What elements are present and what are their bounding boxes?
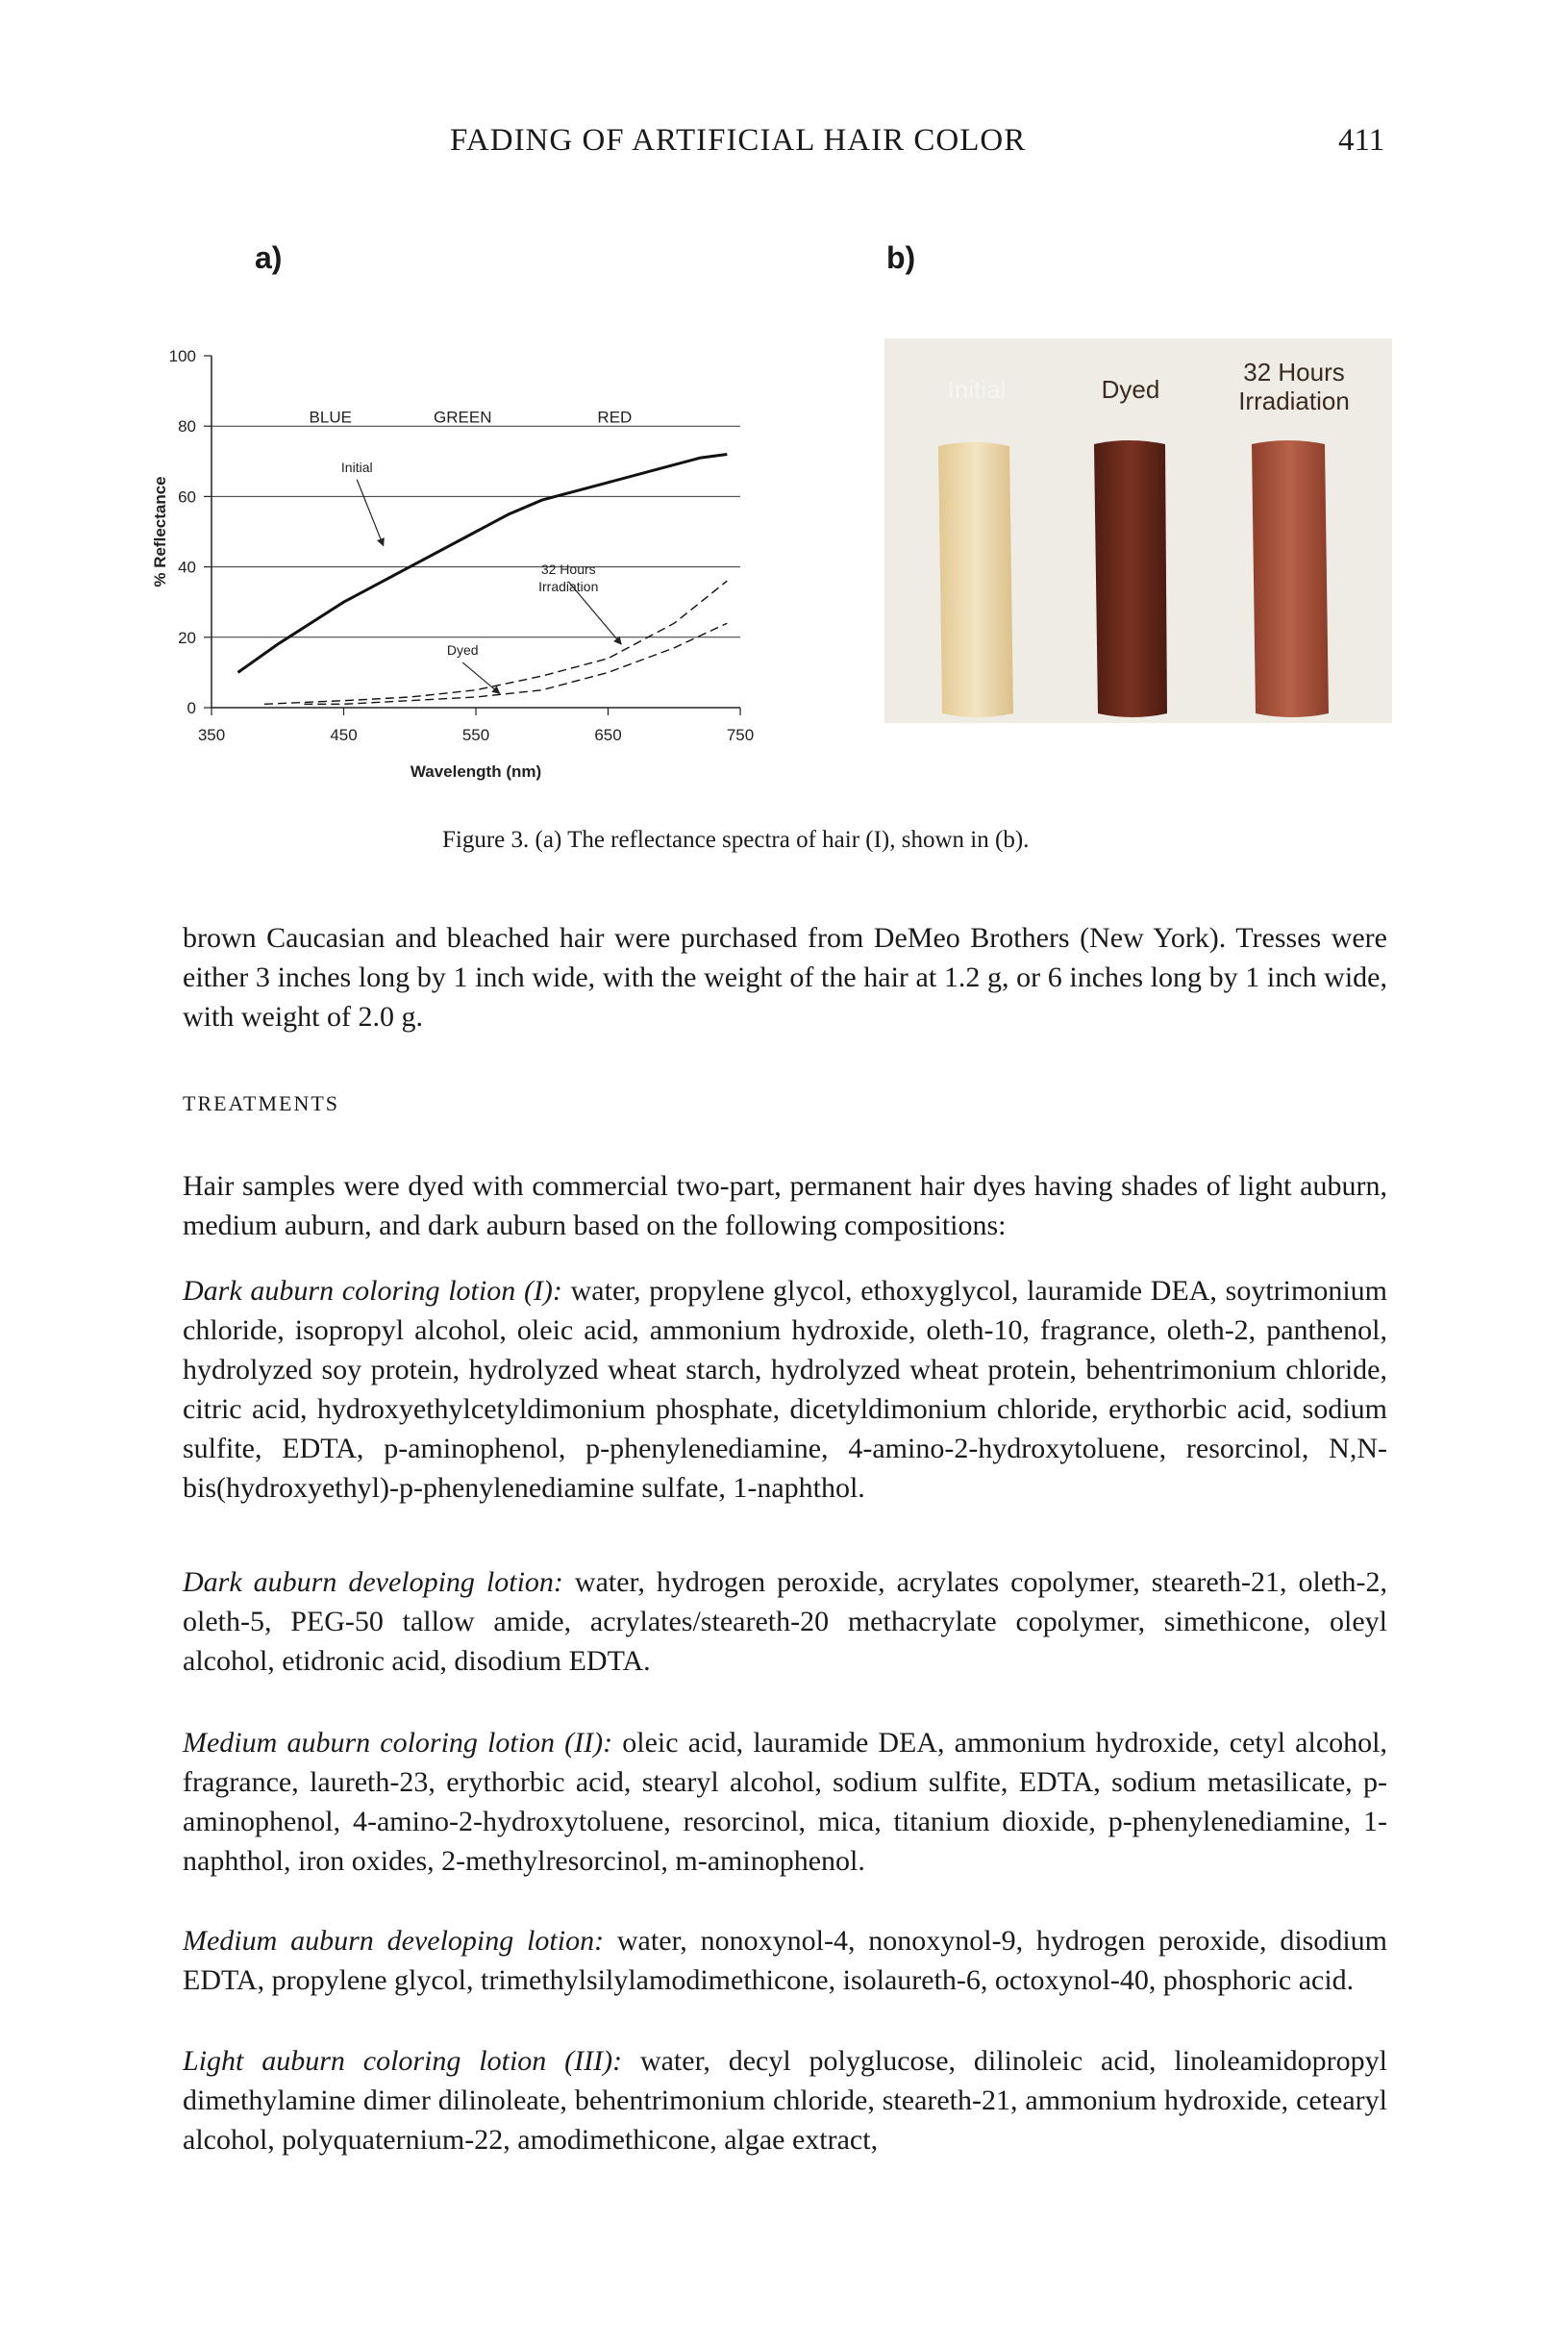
- annotation-label: Irradiation: [538, 579, 599, 595]
- y-tick-label: 20: [178, 628, 196, 647]
- band-label: RED: [597, 408, 633, 427]
- ingredient-name: Light auburn coloring lotion (III):: [183, 2045, 623, 2077]
- series-line-3: [304, 623, 727, 704]
- ingredient-list: water, hydrogen peroxide, acrylates copolymer, steareth-21, oleth-2, oleth-5, PEG-50 tallow amide, acrylates/steareth-20 methacrylate copolymer, simethicone, oleyl alcohol, etidronic acid, disodium EDTA.: [183, 1566, 1387, 1677]
- ingredient-paragraph: [183, 1271, 1387, 1508]
- figure-caption: Figure 3. (a) The reflectance spectra of hair (I), shown in (b).: [442, 827, 1030, 853]
- y-tick-label: 80: [178, 417, 196, 437]
- ingredient-list: oleic acid, lauramide DEA, ammonium hydroxide, cetyl alcohol, fragrance, laureth-23, erythorbic acid, stearyl alcohol, sodium sulfite, EDTA, sodium metasilicate, p-aminophenol, 4-amino-2-hydroxytoluene, resorcinol, mica, titanium dioxide, p-phenylenediamine, 1-naphthol, iron oxides, 2-methylresorcinol, m-aminophenol.: [183, 1727, 1387, 1877]
- irradiated-swatch: [1252, 440, 1329, 717]
- page-number: 411: [1338, 123, 1385, 158]
- hair-tress-photo: [884, 338, 1392, 723]
- y-tick-label: 100: [168, 347, 196, 365]
- section-heading: TREATMENTS: [183, 1091, 339, 1115]
- reflectance-chart: [144, 327, 875, 827]
- intro-paragraph: brown Caucasian and bleached hair were purchased from DeMeo Brothers (New York). Tresses were either 3 inches long by 1 inch wide, with the weight of the hair at 1.2 g, or 6 inches long by 1 inch wide, with weight of 2.0 g.: [183, 922, 1387, 1033]
- photo-label-dyed: Dyed: [1101, 375, 1160, 404]
- ingredient-paragraph: [183, 1921, 1387, 2000]
- ingredient-list: water, propylene glycol, ethoxyglycol, lauramide DEA, soytrimonium chloride, isopropyl alcohol, oleic acid, ammonium hydroxide, oleth-10, fragrance, oleth-2, panthenol, hydrolyzed soy protein, hydrolyzed wheat starch, hydrolyzed wheat protein, behentrimonium chloride, citric acid, hydroxyethylcetyldimonium phosphate, dicetyldimonium chloride, erythorbic acid, sodium sulfite, EDTA, p-aminophenol, p-phenylenediamine, 4-amino-2-hydroxytoluene, resorcinol, N,N-bis(hydroxyethyl)-p-phenylenediamine sulfate, 1-naphthol.: [183, 1275, 1387, 1504]
- series-line-1: [238, 455, 728, 673]
- ingredient-name: Medium auburn coloring lotion (II):: [183, 1727, 613, 1759]
- band-label: GREEN: [434, 408, 492, 427]
- y-tick-label: 60: [178, 487, 196, 507]
- y-tick-label: 40: [178, 558, 196, 577]
- ingredient-name: Dark auburn coloring lotion (I):: [183, 1275, 562, 1307]
- y-axis-label: % Reflectance: [151, 476, 169, 587]
- running-title: FADING OF ARTIFICIAL HAIR COLOR: [450, 123, 1027, 158]
- photo-label-32-hours: 32 Hours: [1243, 358, 1345, 387]
- ingredient-name: Medium auburn developing lotion:: [183, 1925, 605, 1957]
- annotation-label: Dyed: [446, 642, 479, 659]
- series-line-2: [264, 581, 727, 704]
- dyed-swatch: [1094, 440, 1167, 717]
- band-label: BLUE: [309, 408, 352, 427]
- x-tick-label: 550: [461, 726, 490, 744]
- x-axis-label: Wavelength (nm): [410, 762, 542, 781]
- photo-label-irradiation: Irradiation: [1238, 387, 1350, 415]
- initial-swatch: [938, 442, 1013, 717]
- ingredient-list: water, decyl polyglucose, dilinoleic acid, linoleamidopropyl dimethylamine dimer dilinoleate, behentrimonium chloride, steareth-21, ammonium hydroxide, cetearyl alcohol, polyquaternium-22, amodimethicone, algae extract,: [183, 2045, 1387, 2156]
- x-tick-label: 650: [594, 726, 622, 744]
- panel-a-label: a): [255, 240, 283, 275]
- x-tick-label: 750: [726, 726, 755, 744]
- x-tick-label: 450: [330, 726, 358, 744]
- annotation-label: Initial: [340, 459, 373, 475]
- running-head: [0, 123, 1568, 162]
- x-tick-label: 350: [197, 726, 226, 744]
- ingredient-list: water, nonoxynol-4, nonoxynol-9, hydrogen peroxide, disodium EDTA, propylene glycol, trimethylsilylamodimethicone, isolaureth-6, octoxynol-40, phosphoric acid.: [183, 1925, 1388, 1996]
- ingredient-name: Dark auburn developing lotion:: [183, 1566, 563, 1598]
- photo-label-initial: Initial: [947, 375, 1007, 404]
- panel-b-label: b): [886, 240, 916, 275]
- ingredient-paragraph: [183, 1562, 1387, 1681]
- annotation-arrow: [357, 480, 384, 546]
- ingredient-paragraph: [183, 1723, 1387, 1881]
- treatments-paragraph: Hair samples were dyed with commercial two-part, permanent hair dyes having shades of light auburn, medium auburn, and dark auburn based on the following compositions:: [183, 1170, 1387, 1241]
- ingredient-paragraph: [183, 2041, 1387, 2159]
- y-tick-label: 0: [187, 699, 196, 717]
- annotation-label: 32 Hours: [540, 561, 596, 577]
